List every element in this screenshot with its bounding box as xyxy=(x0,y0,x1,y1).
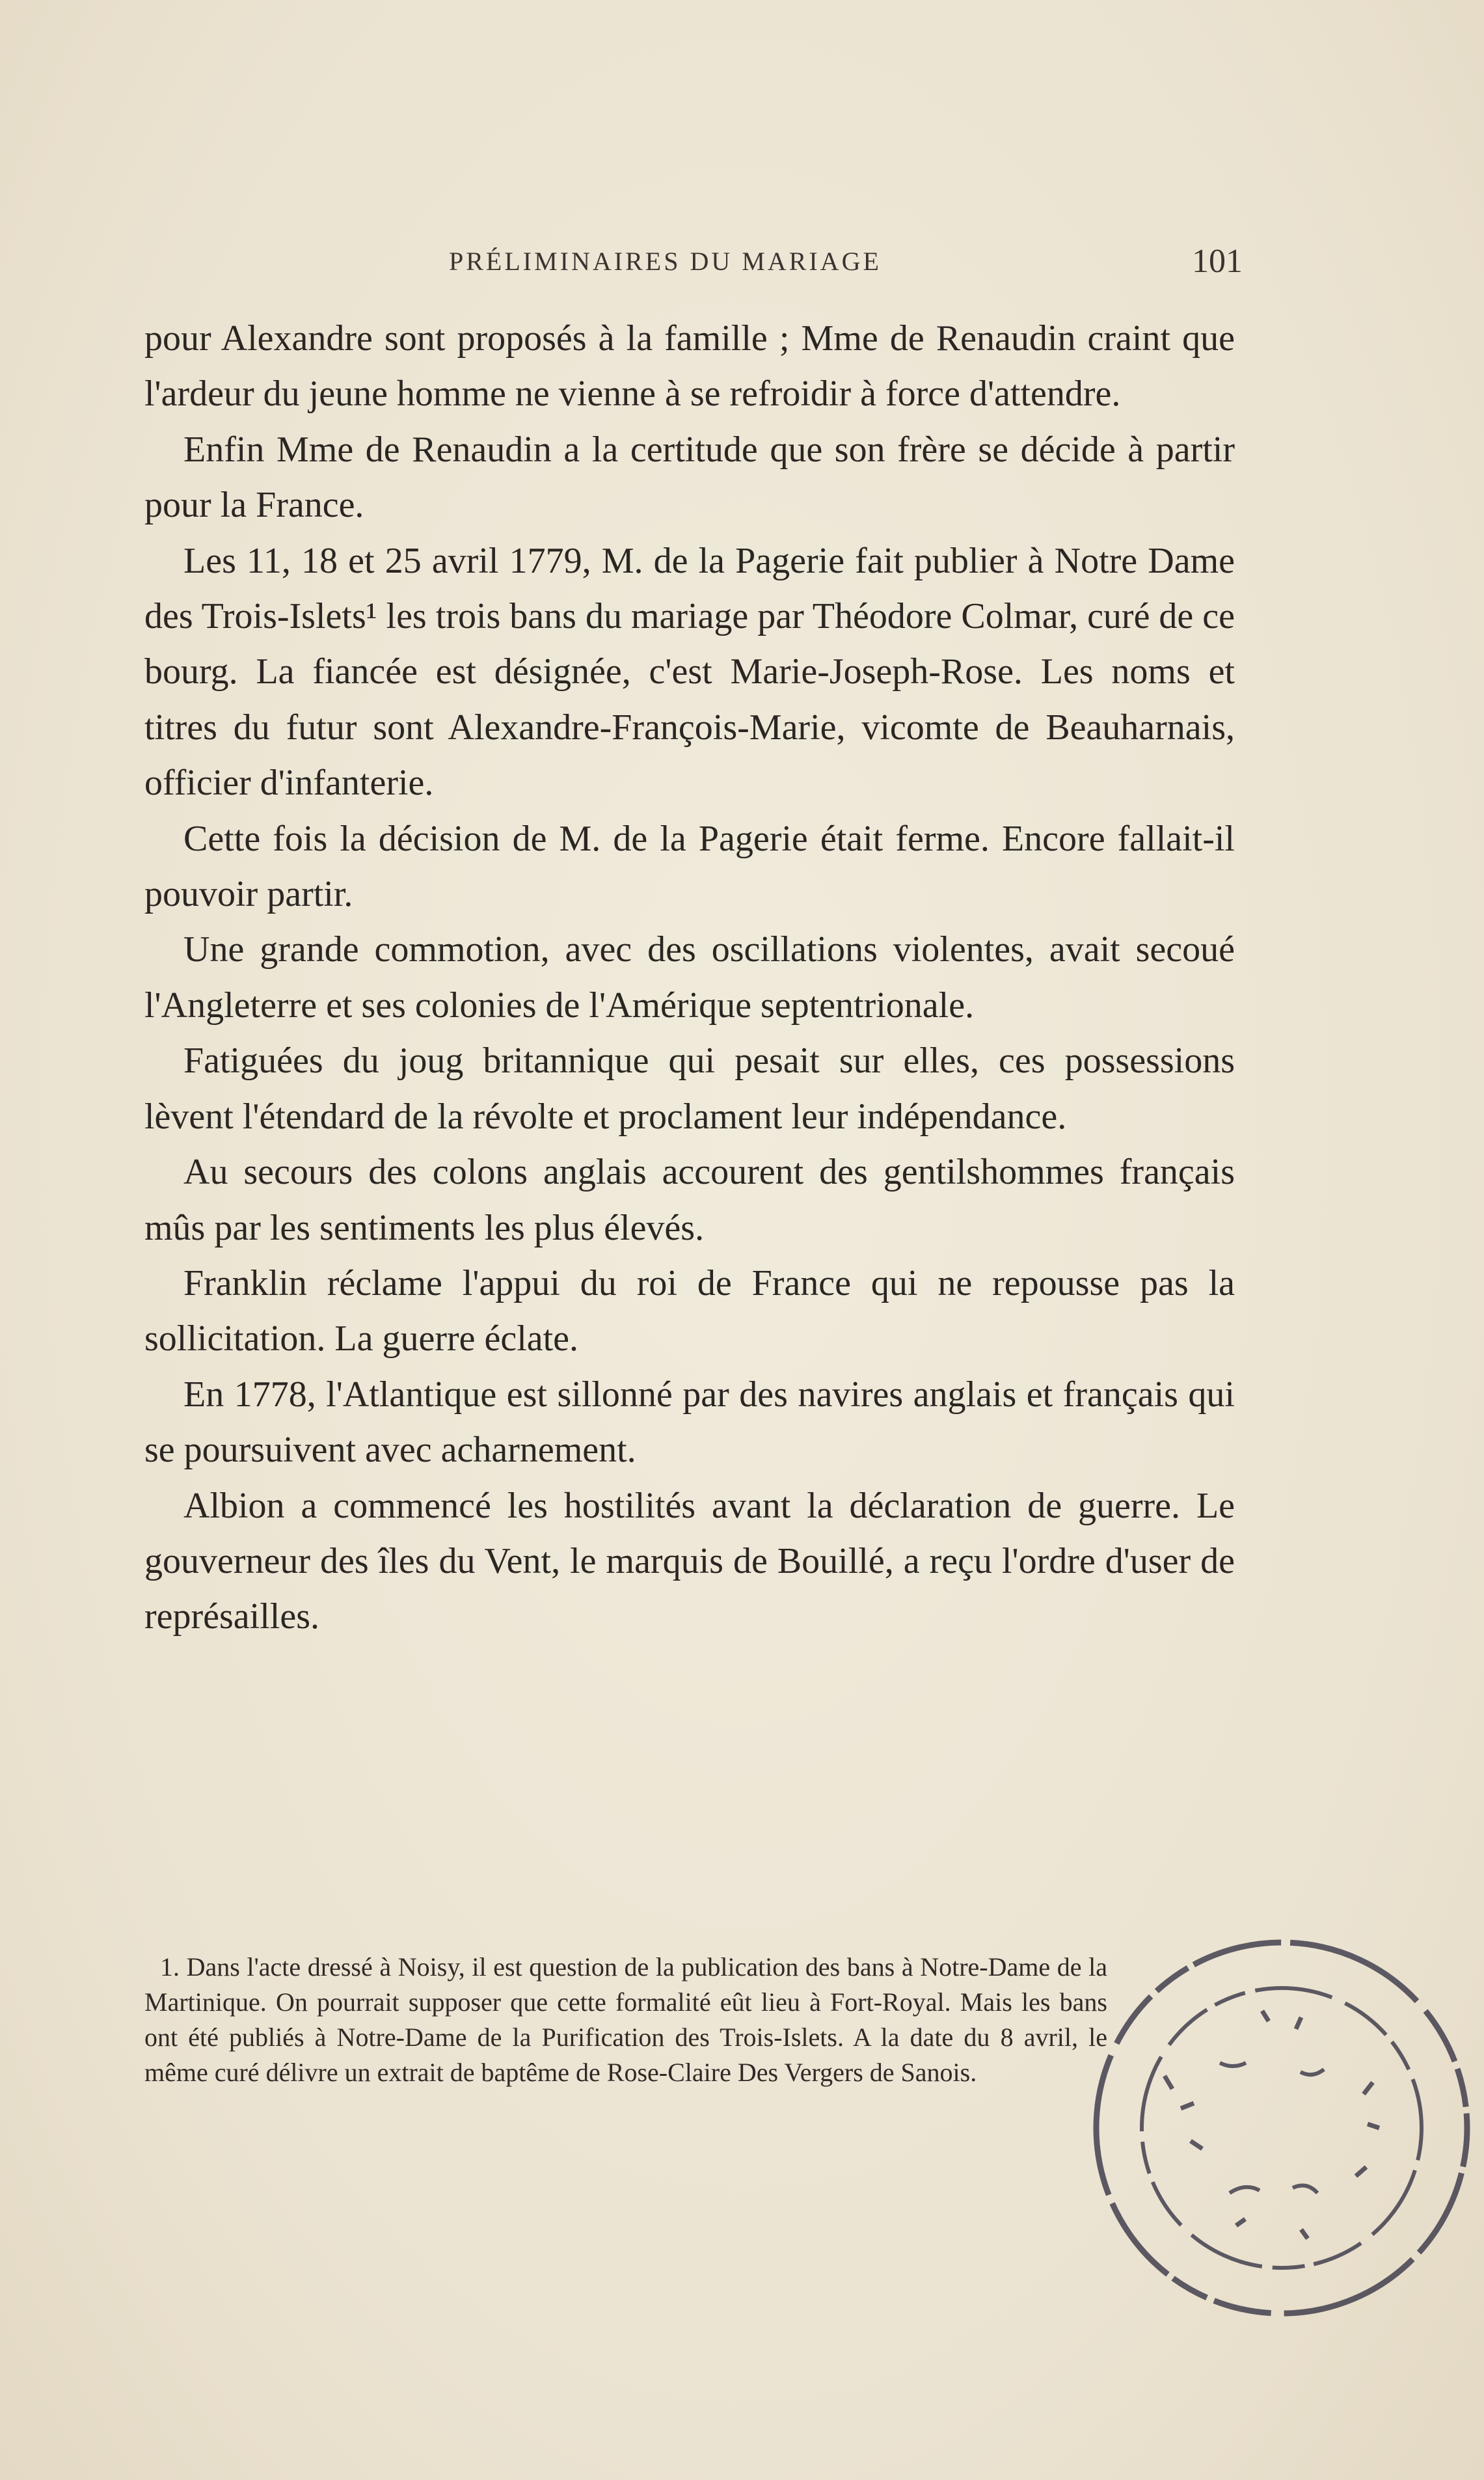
library-stamp xyxy=(1067,1913,1484,2330)
paragraph: Franklin réclame l'appui du roi de France qui ne repousse pas la sollicitation. La guerre éclate. xyxy=(144,1262,1235,1359)
paragraph: Enfin Mme de Renaudin a la certitude que son frère se décide à partir pour la France. xyxy=(144,429,1235,526)
paragraph: En 1778, l'Atlantique est sillonné par des navires anglais et français qui se poursuivent avec acharnement. xyxy=(144,1374,1235,1471)
stamp-inner-ring xyxy=(1142,1988,1422,2268)
paragraph: Au secours des colons anglais accourent des gentilshommes français mûs par les sentiments les plus élevés. xyxy=(144,1152,1235,1248)
footnote: 1. Dans l'acte dressé à Noisy, il est question de la publication des bans à Notre-Dame de la Martinique. On pourrait supposer que cette formalité eût lieu à Fort-Royal. Mais les bans ont été publiés à Notre-Dame de la Purification des Trois-Islets. A la date du 8 avril, le même curé délivre un extrait de baptême de Rose-Claire Des Vergers de Sanois. xyxy=(144,1952,1107,2087)
page-header xyxy=(449,242,1243,281)
stamp-cross xyxy=(1220,2063,1324,2193)
paragraph: Cette fois la décision de M. de la Pagerie était ferme. Encore fallait-il pouvoir partir. xyxy=(144,818,1235,915)
stamp-outer-ring xyxy=(1096,1942,1467,2313)
paragraph: Une grande commotion, avec des oscillations violentes, avait secoué l'Angleterre et ses colonies de l'Amérique septentrionale. xyxy=(144,929,1235,1026)
running-title: PRÉLIMINAIRES DU MARIAGE xyxy=(449,247,882,276)
paragraph: Fatiguées du joug britannique qui pesait sur elles, ces possessions lèvent l'étendard de la révolte et proclament leur indépendance. xyxy=(144,1041,1235,1137)
paragraph: Les 11, 18 et 25 avril 1779, M. de la Pagerie fait publier à Notre Dame des Trois-Islets¹ les trois bans du mariage par Théodore Colmar, curé de ce bourg. La fiancée est désignée, c'est Marie-Joseph-Rose. Les noms et titres du futur sont Alexandre-François-Marie, vicomte de Beauharnais, officier d'infanterie. xyxy=(144,540,1235,804)
stamp-scribble xyxy=(1165,2011,1379,2239)
paragraph: pour Alexandre sont proposés à la famille ; Mme de Renaudin craint que l'ardeur du jeune homme ne vienne à se refroidir à force d'attendre. xyxy=(144,318,1235,415)
paragraph: Albion a commencé les hostilités avant la déclaration de guerre. Le gouverneur des îles du Vent, le marquis de Bouillé, a reçu l'ordre d'user de représailles. xyxy=(144,1485,1235,1637)
main-text xyxy=(144,311,1235,1645)
page-number: 101 xyxy=(1192,243,1243,280)
